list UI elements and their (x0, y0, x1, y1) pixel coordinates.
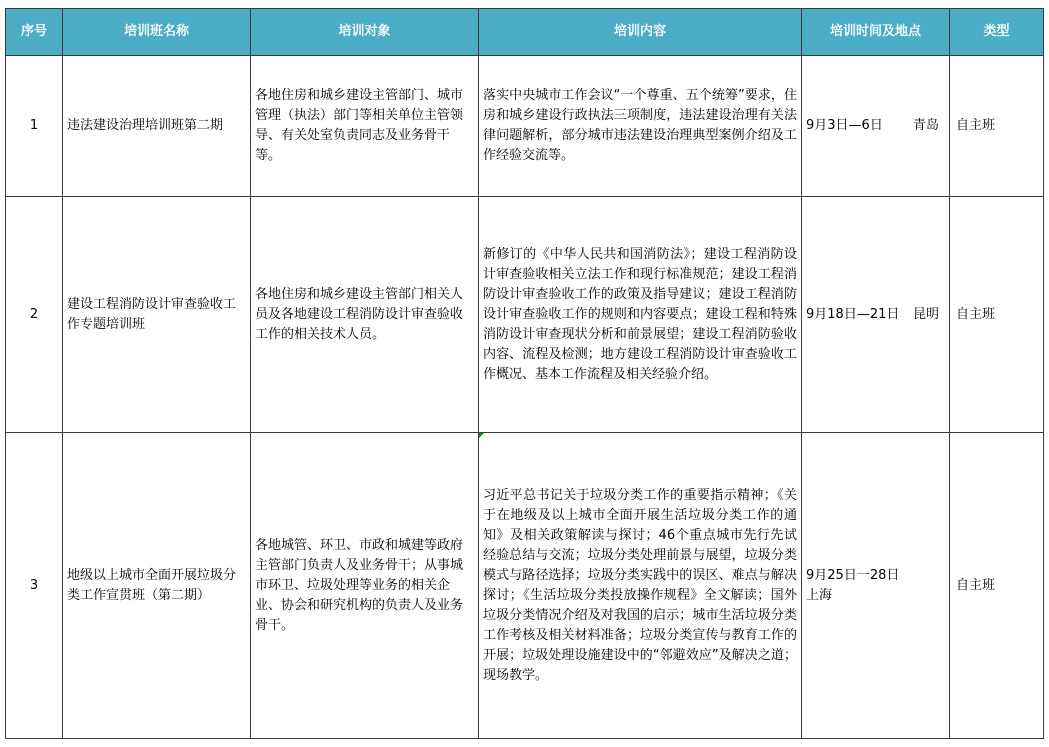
row-type: 自主班 (950, 197, 1044, 433)
table-row (6, 197, 1044, 433)
row-target: 各地住房和城乡建设主管部门、城市管理（执法）部门等相关单位主管领导、有关处室负责同志及业务骨干等。 (251, 56, 479, 197)
row-target: 各地城管、环卫、市政和城建等政府主管部门负责人及业务骨干；从事城市环卫、垃圾处理等业务的相关企业、协会和研究机构的负责人及业务骨干。 (251, 433, 479, 739)
row-time: 9月3日—6日 (806, 118, 883, 133)
row-name: 地级以上城市全面开展垃圾分类工作宣贯班（第二期） (63, 433, 251, 739)
cell-comment-marker (479, 433, 484, 438)
row-target: 各地住房和城乡建设主管部门相关人员及各地建设工程消防设计审查验收工作的相关技术人员。 (251, 197, 479, 433)
row-time-place (802, 197, 950, 433)
row-no: 1 (6, 56, 63, 197)
row-place: 昆明 (912, 306, 939, 322)
row-time-place (802, 433, 950, 739)
row-name: 建设工程消防设计审查验收工作专题培训班 (63, 197, 251, 433)
row-type: 自主班 (950, 56, 1044, 197)
row-no: 2 (6, 197, 63, 433)
row-content: 新修订的《中华人民共和国消防法》；建设工程消防设计审查验收相关立法工作和现行标准规范；建设工程消防设计审查验收工作的政策及指导建议；建设工程消防设计审查验收工作的规则和内容要点；建设工程和特殊消防设计审查现状分析和前景展望；建设工程消防验收内容、流程及检测；地方建设工程消防设计审查验收工作概况、基本工作流程及相关经验介绍。 (479, 197, 802, 433)
table-row (6, 56, 1044, 197)
table-row (6, 433, 1044, 739)
row-no: 3 (6, 433, 63, 739)
row-content: 习近平总书记关于垃圾分类工作的重要指示精神；《关于在地级及以上城市全面开展生活垃圾分类工作的通知》及相关政策解读与探讨；46个重点城市先行先试经验总结与交流；垃圾分类处理前景与展望，垃圾分类模式与路径选择；垃圾分类实践中的误区、难点与解决探讨；《生活垃圾分类投放操作规程》全文解读；国外垃圾分类情况介绍及对我国的启示；城市生活垃圾分类工作考核及相关材料准备；垃圾分类宣传与教育工作的开展；垃圾处理设施建设中的“邻避效应”及解决之道；现场教学。 (479, 433, 802, 739)
row-type: 自主班 (950, 433, 1044, 739)
header-name: 培训班名称 (63, 9, 251, 56)
row-place: 上海 (806, 587, 833, 603)
header-type: 类型 (950, 9, 1044, 56)
training-schedule-table (5, 8, 1044, 739)
row-name: 违法建设治理培训班第二期 (63, 56, 251, 197)
header-no: 序号 (6, 9, 63, 56)
row-content: 落实中央城市工作会议“一个尊重、五个统筹”要求，住房和城乡建设行政执法三项制度，违法建设治理有关法律问题解析，部分城市违法建设治理典型案例介绍及工作经验交流等。 (479, 56, 802, 197)
row-time-place (802, 56, 950, 197)
row-time: 9月25日一28日 (806, 567, 900, 583)
header-target: 培训对象 (251, 9, 479, 56)
header-row (6, 9, 1044, 56)
row-time: 9月18日—21日 (806, 306, 900, 322)
header-time-place: 培训时间及地点 (802, 9, 950, 56)
row-place: 青岛 (912, 118, 939, 133)
header-content: 培训内容 (479, 9, 802, 56)
